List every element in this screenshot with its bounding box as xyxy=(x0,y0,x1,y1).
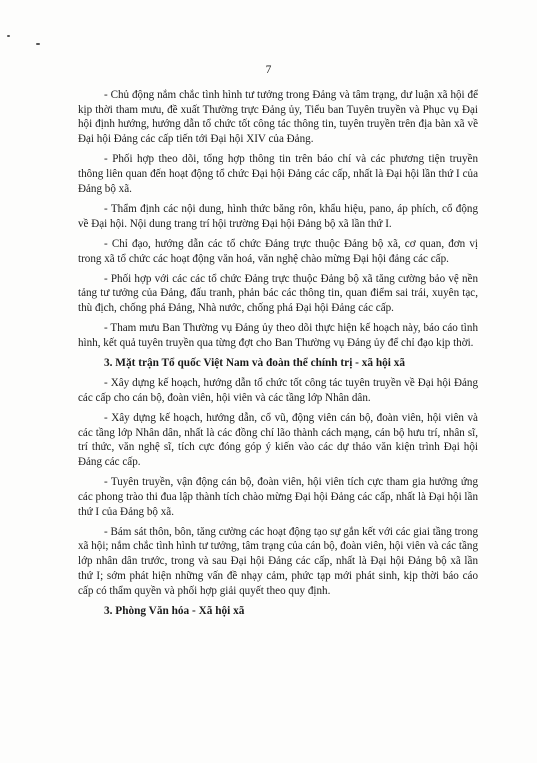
paragraph: - Chỉ đạo, hướng dẫn các tổ chức Đảng trực thuộc Đảng bộ xã, cơ quan, đơn vị trong xã tổ chức các hoạt động văn hoá, văn nghệ chào mừng Đại hội đảng các cấp. xyxy=(78,237,478,265)
paragraph: - Tham mưu Ban Thường vụ Đảng ủy theo dõi thực hiện kế hoạch này, báo cáo tình hình, kết quả tuyên truyền qua từng đợt cho Ban Thường vụ Đảng ủy để chỉ đạo kịp thời. xyxy=(78,322,478,350)
paragraph: - Xây dựng kế hoạch, hướng dẫn, cổ vũ, động viên cán bộ, đoàn viên, hội viên và các tầng lớp Nhân dân, nhất là các đồng chí lão thành cách mạng, cán bộ hưu trí, nhân sĩ, trí thức, văn nghệ sĩ, tích cực đóng góp ý kiến vào các dự thảo văn kiện trình Đại hội Đảng các cấp. xyxy=(78,411,478,468)
page-number: 7 xyxy=(265,64,272,76)
paragraph: - Thẩm định các nội dung, hình thức băng rôn, khẩu hiệu, pano, áp phích, cổ động về Đại hội. Nội dung trang trí hội trường Đại hội Đảng bộ xã lần thứ I. xyxy=(78,202,478,230)
document-body xyxy=(78,88,478,624)
paragraph: - Phối hợp với các các tổ chức Đảng trực thuộc Đảng bộ xã tăng cường bảo vệ nền tảng tư tưởng của Đảng, đấu tranh, phản bác các thông tin, quan điểm sai trái, xuyên tạc, thù địch, chống phá Đảng, Nhà nước, chống phá Đại hội Đảng các cấp. xyxy=(78,272,478,315)
paragraph: - Tuyên truyền, vận động cán bộ, đoàn viên, hội viên tích cực tham gia hưởng ứng các phong trào thi đua lập thành tích chào mừng Đại hội Đảng các cấp, nhất là Đại hội lần thứ I của Đảng bộ xã. xyxy=(78,476,478,518)
section-heading: 3. Phòng Văn hóa - Xã hội xã xyxy=(104,604,245,617)
scan-speck xyxy=(36,43,40,45)
paragraph: - Chủ động nắm chắc tình hình tư tưởng trong Đảng và tâm trạng, dư luận xã hội để kịp thời tham mưu, đề xuất Thường trực Đảng ủy, Tiểu ban Tuyên truyền và Phục vụ Đại hội định hướng, hướng dẫn tổ chức tốt công tác thông tin, tuyên truyền trên địa bàn xã về Đại hội Đảng các cấp tiến tới Đại hội XIV của Đảng. xyxy=(78,89,478,146)
paragraph: - Bám sát thôn, bôn, tăng cường các hoạt động tạo sự gắn kết với các giai tầng trong xã hội; nắm chắc tình hình tư tưởng, tâm trạng của cán bộ, đoàn viên, hội viên và các tầng lớp nhân dân trước, trong và sau Đại hội Đảng các cấp, nhất là Đại hội Đảng bộ xã lần thứ I; sớm phát hiện những vấn đề nhạy cảm, phức tạp mới phát sinh, kịp thời báo cáo cấp có thẩm quyền và phối hợp giải quyết theo quy định. xyxy=(78,525,478,597)
paragraph: - Phối hợp theo dõi, tổng hợp thông tin trên báo chí và các phương tiện truyền thông liên quan đến hoạt động tổ chức Đại hội Đảng các cấp, nhất là Đại hội lần thứ I của Đảng bộ xã. xyxy=(78,153,478,195)
paragraph: - Xây dựng kế hoạch, hướng dẫn tổ chức tốt công tác tuyên truyền về Đại hội Đảng các cấp cho cán bộ, đoàn viên, hội viên và các tầng lớp Nhân dân. xyxy=(78,376,478,404)
scan-speck xyxy=(7,35,10,37)
section-heading: 3. Mặt trận Tổ quốc Việt Nam và đoàn thể chính trị - xã hội xã xyxy=(104,357,406,370)
